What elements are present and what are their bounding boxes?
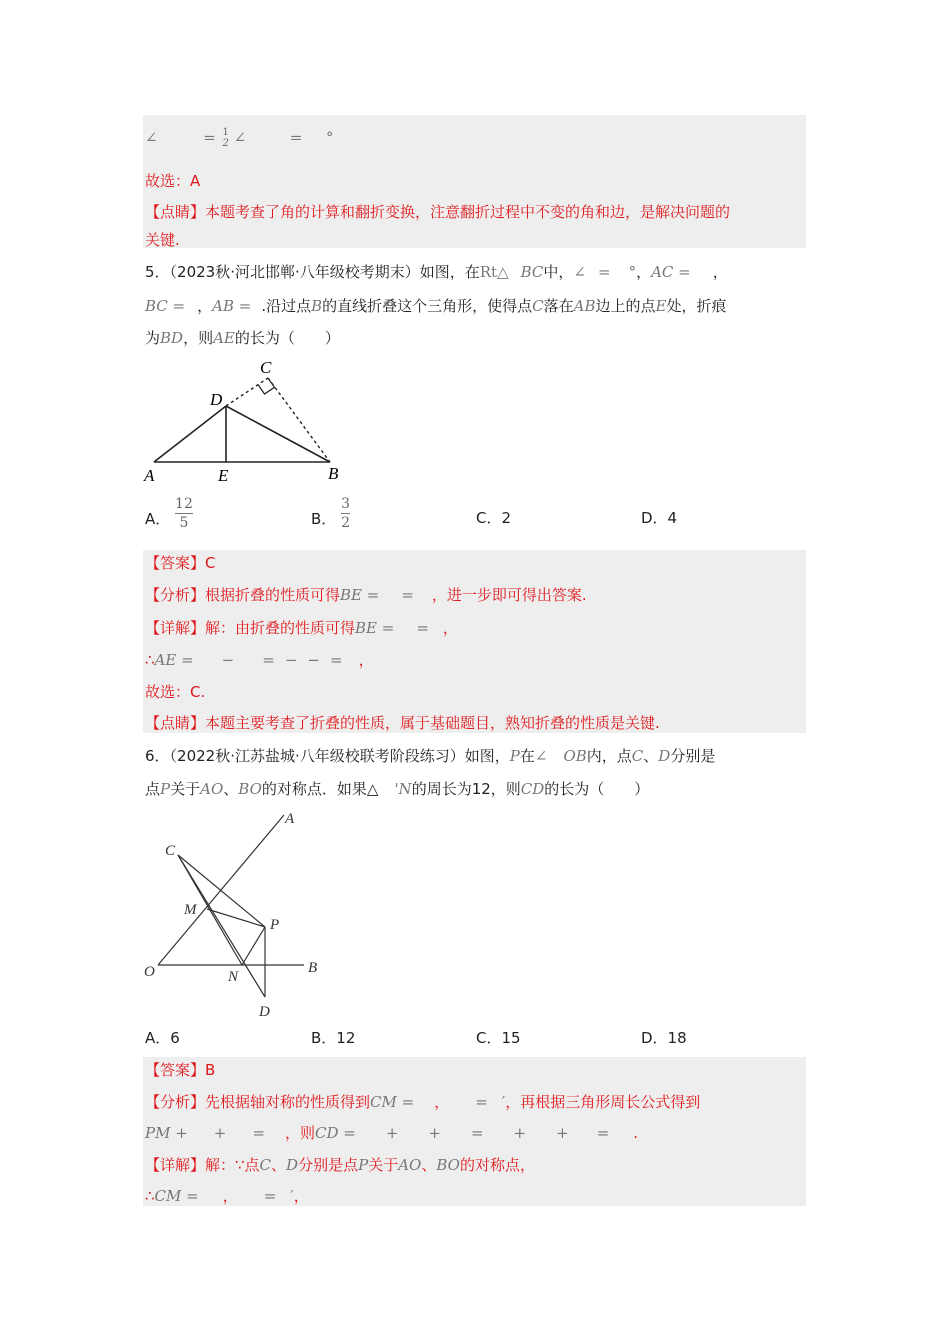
q6-figure	[138, 805, 338, 1025]
q6-analysis: 【分析】先根据轴对称的性质得到CM = ， = ′，再根据三角形周长公式得到	[145, 1093, 701, 1111]
label-c: C	[260, 358, 272, 377]
label-a: A	[144, 466, 155, 485]
q6-option-b[interactable]: B．12	[311, 1029, 356, 1047]
fraction-12-5: $\frac{12}{5}$	[175, 496, 193, 531]
q6-line-1: 6．（2022秋·江苏盐城·八年级校联考阶段练习）如图，P在∠ OB内，点C、D分别是	[145, 747, 716, 765]
q5-line-2: BC = ，AB = .沿过点B的直线折叠这个三角形，使得点C落在AB边上的点E处，折痕	[145, 297, 727, 315]
half-fraction: 1 2	[222, 127, 229, 149]
solution-block-q5	[143, 550, 806, 733]
q6-option-c[interactable]: C．15	[476, 1029, 521, 1047]
q6-option-a[interactable]: A．6	[145, 1029, 180, 1047]
q5-option-a[interactable]: A． $\frac{12}{5}$	[145, 496, 193, 531]
label-d: D	[259, 1004, 270, 1020]
q5-analysis: 【分析】根据折叠的性质可得BE = = ，进一步即可得出答案.	[145, 586, 587, 604]
fraction-3-2: $\frac{3}{2}$	[341, 496, 350, 531]
q5-line-3: 为BD，则AE的长为（ ）	[145, 329, 340, 347]
segment-pn	[242, 927, 265, 965]
dashed-dc	[226, 378, 268, 406]
q6-option-d[interactable]: D．18	[641, 1029, 687, 1047]
q5-figure	[140, 355, 360, 490]
label-o: O	[144, 964, 155, 980]
label-c: C	[165, 843, 176, 859]
label-d: D	[210, 390, 223, 409]
comment-line-2: 关键.	[145, 231, 180, 249]
q5-comment: 【点睛】本题主要考查了折叠的性质，属于基础题目，熟知折叠的性质是关键.	[145, 714, 660, 732]
q5-ae-calc: ∴AE = − = − − = ，	[145, 651, 374, 669]
segment-mp	[207, 909, 265, 927]
q5-detail: 【详解】解：由折叠的性质可得BE = = ，	[145, 619, 458, 637]
q6-answer: 【答案】B	[145, 1061, 216, 1079]
label-p: P	[270, 917, 280, 933]
q6-perimeter: PM + + = ，则CD = + + = + + = .	[145, 1124, 639, 1142]
q6-cm-line: ∴CM = ， = ′，	[145, 1187, 309, 1205]
label-b: B	[328, 464, 339, 483]
segment-ad	[154, 406, 226, 462]
q5-answer: 【答案】C	[145, 554, 216, 572]
q5-choice: 故选：C.	[145, 683, 206, 701]
label-e: E	[218, 466, 229, 485]
dashed-cb	[268, 378, 330, 462]
angle-equation-line: ∠ = 1 2 ∠ = °	[145, 127, 334, 149]
q5-option-b[interactable]: B． $\frac{3}{2}$	[311, 496, 350, 531]
label-b: B	[308, 960, 318, 976]
q5-option-c[interactable]: C．2	[476, 509, 512, 527]
right-angle-mark	[258, 378, 275, 394]
label-n: N	[228, 969, 239, 985]
segment-db	[226, 406, 330, 462]
q5-option-d[interactable]: D．4	[641, 509, 678, 527]
q5-line-1: 5．（2023秋·河北邯郸·八年级校考期末）如图，在Rt△ BC中，∠ = °，AC = ，	[145, 263, 728, 281]
comment-line-1: 【点睛】本题考查了角的计算和翻折变换，注意翻折过程中不变的角和边，是解决问题的	[145, 203, 731, 221]
label-a: A	[285, 811, 295, 827]
choice-text: 故选：A	[145, 172, 201, 190]
label-m: M	[184, 902, 197, 918]
q6-line-2: 点P关于AO、BO的对称点．如果△ 'N的周长为12，则CD的长为（ ）	[145, 780, 650, 798]
q6-detail: 【详解】解：∵点C、D分别是点P关于AO、BO的对称点，	[145, 1156, 535, 1174]
